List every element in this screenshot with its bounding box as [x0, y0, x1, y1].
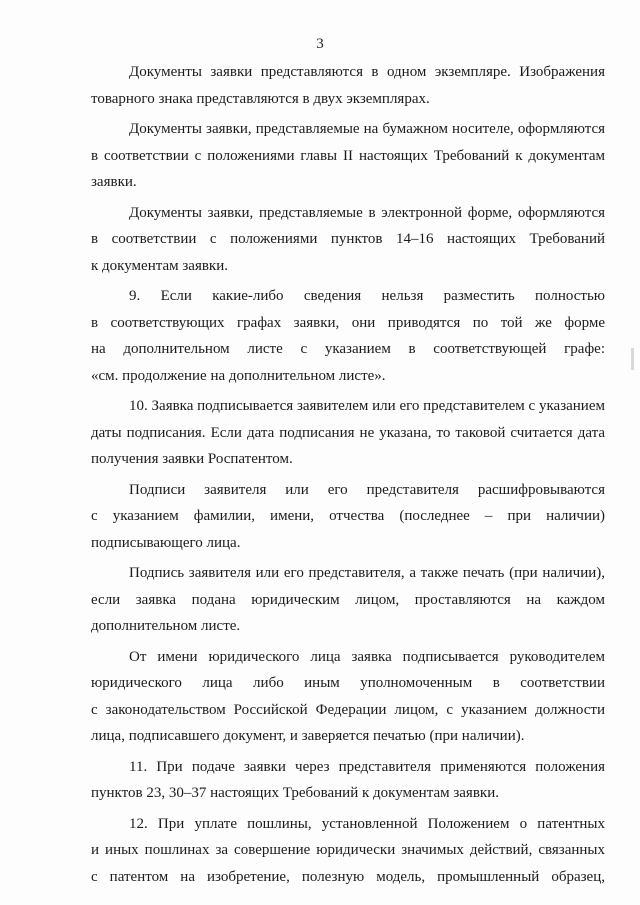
text-line: даты подписания. Если дата подписания не указана, то таковой считается дата	[91, 424, 605, 441]
paragraph	[91, 283, 605, 389]
text-line: заявки.	[91, 174, 137, 190]
text-line: 12. При уплате пошлины, установленной Положением о патентных	[129, 815, 605, 832]
text-line: лица, подписавшего документ, и заверяется печатью (при наличии).	[91, 728, 525, 744]
text-line: подписывающего лица.	[91, 534, 241, 551]
paragraph	[91, 560, 605, 640]
text-line: 9. Если какие-либо сведения нельзя разместить полностью	[129, 288, 605, 304]
text-line: на дополнительном листе с указанием в соответствующей графе:	[91, 341, 605, 357]
paragraph	[91, 200, 605, 280]
text-line: в соответствии с положениями пунктов 14–16 настоящих Требований	[91, 231, 605, 247]
text-line: Документы заявки представляются в одном экземпляре. Изображения	[129, 64, 605, 80]
paragraph	[91, 811, 605, 891]
text-line: дополнительном листе.	[91, 618, 241, 634]
text-line: в соответствии с положениями главы II настоящих Требований к документам	[91, 147, 605, 164]
text-line: Подписи заявителя или его представителя расшифровываются	[129, 481, 605, 498]
scan-edge-mark	[631, 348, 634, 370]
text-line: пунктов 23, 30–37 настоящих Требований к документам заявки.	[91, 785, 499, 801]
text-line: в соответствующих графах заявки, они приводятся по той же форме	[91, 314, 605, 331]
paragraph	[91, 393, 605, 473]
paragraph	[91, 644, 605, 750]
paragraph	[91, 116, 605, 196]
text-line: если заявка подана юридическим лицом, проставляются на каждом	[91, 591, 605, 608]
document-body	[91, 59, 605, 894]
text-line: получения заявки Роспатентом.	[91, 451, 293, 467]
text-line: к документам заявки.	[91, 257, 228, 274]
text-line: 11. При подаче заявки через представителя применяются положения	[129, 758, 605, 775]
text-line: с законодательством Российской Федерации лицом, с указанием должности	[91, 701, 605, 718]
text-line: юридического лица либо иным уполномоченным в соответствии	[91, 675, 605, 691]
paragraph	[91, 754, 605, 807]
text-line: «см. продолжение на дополнительном листе».	[91, 367, 386, 384]
text-line: и иных пошлинах за совершение юридически значимых действий, связанных	[91, 842, 605, 858]
text-line: товарного знака представляются в двух экземплярах.	[91, 90, 430, 107]
text-line: Документы заявки, представляемые на бумажном носителе, оформляются	[129, 121, 605, 137]
paragraph	[91, 59, 605, 112]
text-line: с указанием фамилии, имени, отчества (последнее – при наличии)	[91, 508, 605, 524]
text-line: От имени юридического лица заявка подписывается руководителем	[129, 648, 605, 665]
page-number: 3	[316, 36, 324, 52]
text-line: Подпись заявителя или его представителя, а также печать (при наличии),	[129, 565, 605, 581]
text-line: с патентом на изобретение, полезную модель, промышленный образец,	[91, 868, 605, 885]
text-line: 10. Заявка подписывается заявителем или его представителем с указанием	[129, 398, 605, 414]
text-line: Документы заявки, представляемые в электронной форме, оформляются	[129, 204, 605, 221]
paragraph	[91, 477, 605, 557]
